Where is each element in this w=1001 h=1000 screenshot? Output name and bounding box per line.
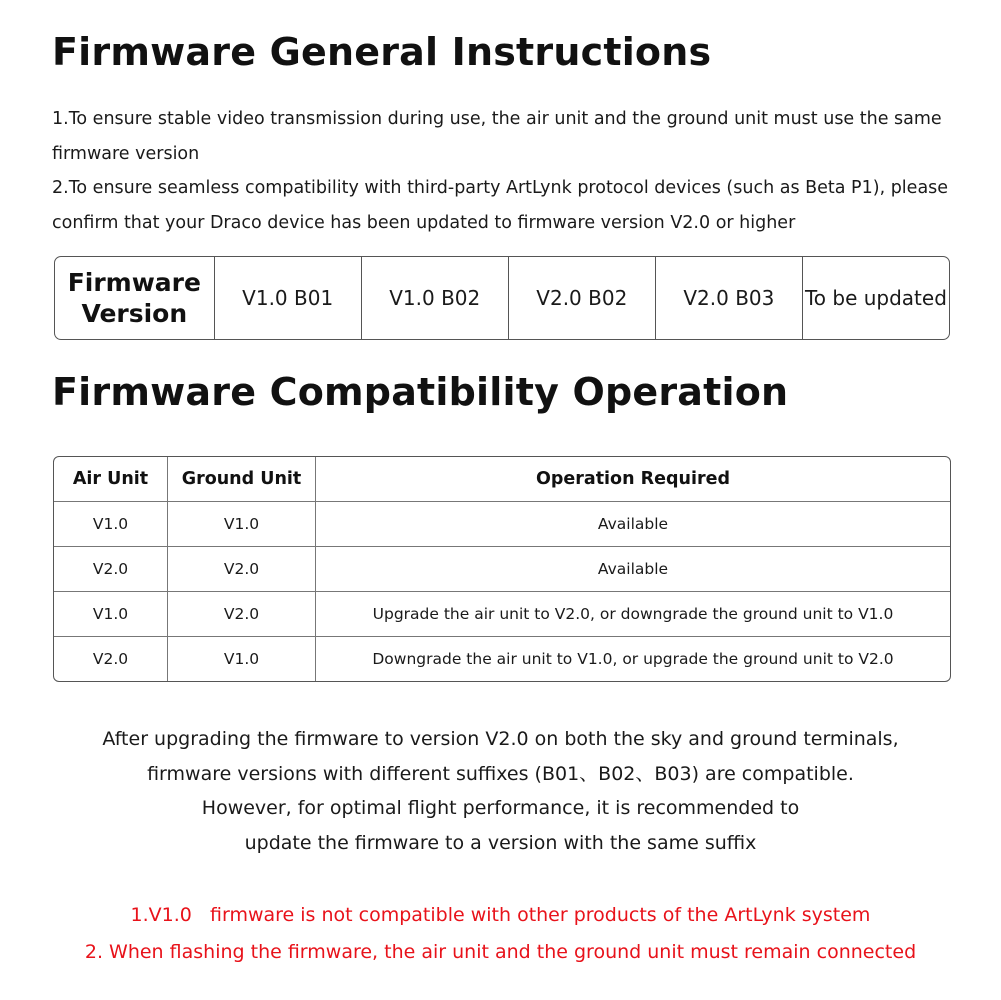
firmware-version-cell: V2.0 B03	[655, 257, 802, 339]
firmware-version-cell: V1.0 B01	[214, 257, 361, 339]
general-instructions-list	[52, 102, 962, 240]
firmware-version-cell: V1.0 B02	[361, 257, 508, 339]
warning-line: 1.V1.0 firmware is not compatible with other products of the ArtLynk system	[130, 904, 871, 926]
ground-unit-cell: V2.0	[167, 592, 315, 636]
table-header-row	[54, 457, 950, 501]
note-line: However, for optimal flight performance, it is recommended to	[201, 797, 800, 819]
instruction-item: 1.To ensure stable video transmission during use, the air unit and the ground unit must use the same firmware version	[52, 109, 942, 164]
instruction-item: 2.To ensure seamless compatibility with third-party ArtLynk protocol devices (such as Beta P1), please confirm that your Draco device has been updated to firmware version V2.0 or higher	[52, 178, 949, 233]
ground-unit-cell: V1.0	[167, 502, 315, 546]
ground-unit-cell: V2.0	[167, 547, 315, 591]
firmware-version-header: Firmware Version	[67, 268, 201, 328]
firmware-version-cell: V2.0 B02	[508, 257, 655, 339]
note-line: firmware versions with different suffixes (B01、B02、B03) are compatible.	[147, 762, 854, 785]
air-unit-cell: V1.0	[92, 515, 129, 533]
operation-cell: Available	[315, 502, 950, 546]
column-header-ground-unit: Ground Unit	[167, 457, 315, 501]
warning-notes	[0, 897, 1001, 970]
note-line: After upgrading the firmware to version V2.0 on both the sky and ground terminals,	[102, 728, 899, 750]
compatibility-title: Firmware Compatibility Operation	[52, 370, 789, 414]
table-row	[54, 591, 950, 636]
general-instructions-title: Firmware General Instructions	[52, 30, 712, 74]
warning-line: 2. When flashing the firmware, the air unit and the ground unit must remain connected	[84, 940, 917, 963]
compatibility-table	[53, 456, 951, 682]
table-row	[54, 501, 950, 546]
operation-cell: Upgrade the air unit to V2.0, or downgrade the ground unit to V1.0	[315, 592, 950, 636]
table-row	[54, 636, 950, 681]
compatibility-note	[0, 722, 1001, 860]
ground-unit-cell: V1.0	[167, 637, 315, 681]
firmware-version-table	[54, 256, 950, 340]
table-row	[54, 546, 950, 591]
air-unit-cell: V2.0	[92, 650, 129, 668]
note-line: update the firmware to a version with the same suffix	[244, 831, 757, 854]
air-unit-cell: V1.0	[92, 605, 129, 623]
firmware-pending-cell: To be updated	[802, 257, 949, 339]
operation-cell: Available	[315, 547, 950, 591]
air-unit-cell: V2.0	[92, 560, 129, 578]
column-header-air-unit: Air Unit	[72, 469, 149, 489]
operation-cell: Downgrade the air unit to V1.0, or upgrade the ground unit to V2.0	[315, 637, 950, 681]
column-header-operation: Operation Required	[315, 457, 950, 501]
